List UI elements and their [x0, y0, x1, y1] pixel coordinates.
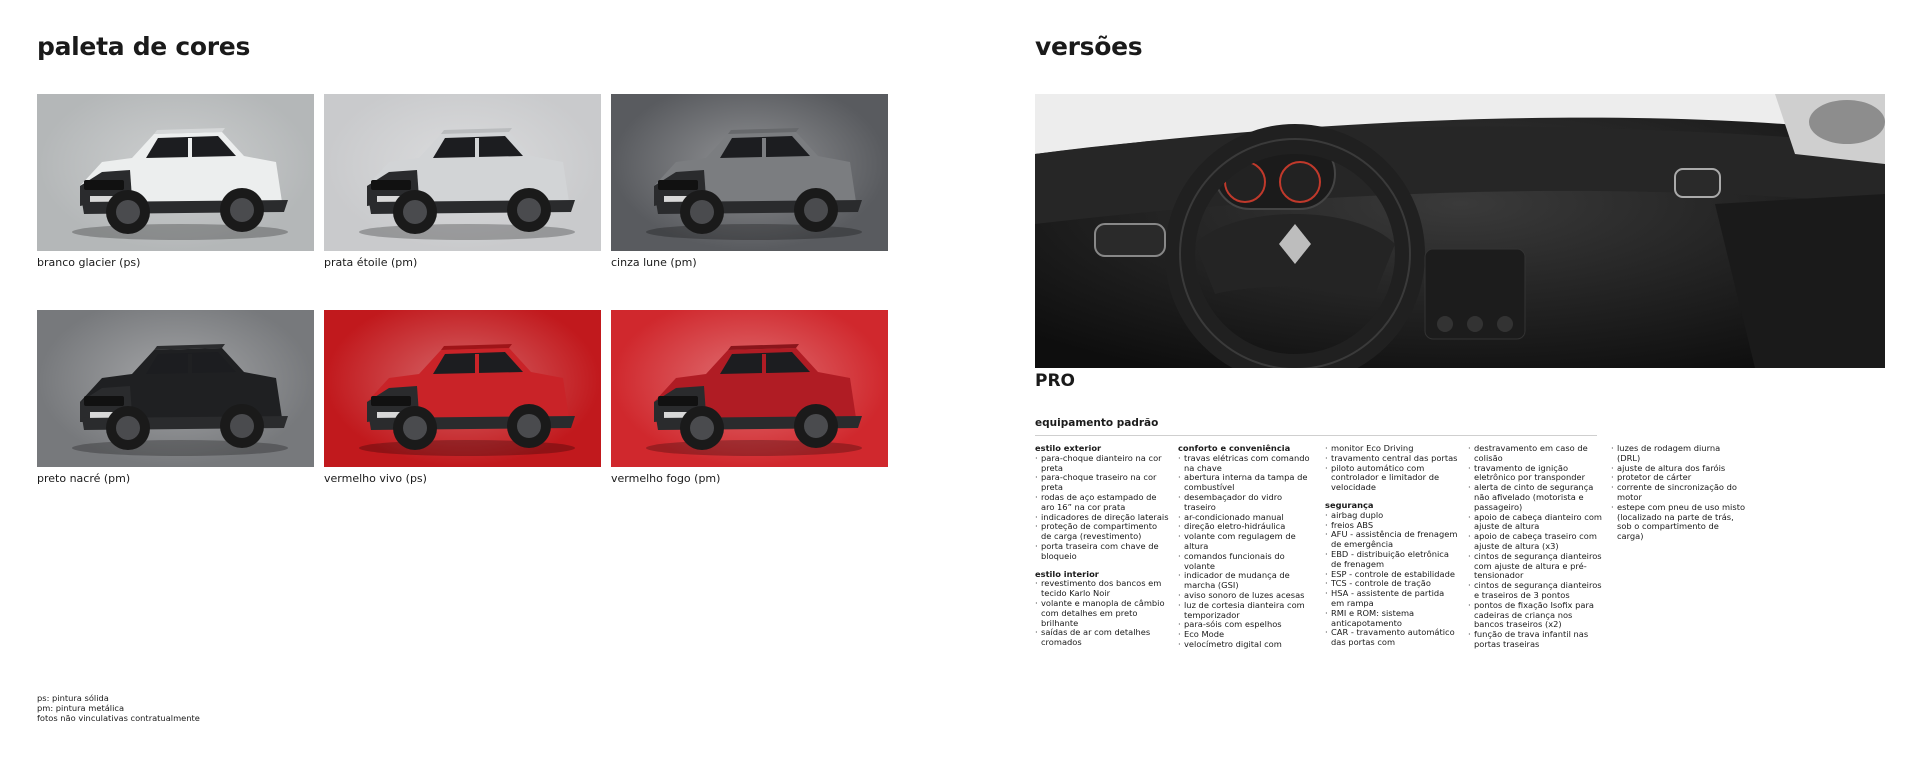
pickup-truck-illustration — [636, 330, 866, 458]
dashboard-illustration — [1035, 94, 1885, 368]
color-swatch — [324, 310, 601, 485]
equipment-title: equipamento padrão — [1035, 417, 1159, 429]
equipment-item: · monitor Eco Driving — [1325, 444, 1460, 454]
equipment-item: · HSA - assistente de partida em rampa — [1325, 589, 1460, 609]
equipment-list — [1611, 444, 1746, 542]
footnote-line: fotos não vinculativas contratualmente — [37, 713, 200, 723]
equipment-item: · alerta de cinto de segurança não afivelado (motorista e passageiro) — [1468, 483, 1603, 512]
equipment-section-heading: estilo exterior — [1035, 443, 1102, 453]
equipment-item: · revestimento dos bancos em tecido Karlo Noir — [1035, 579, 1170, 599]
equipment-item: · travas elétricas com comando na chave — [1178, 454, 1313, 474]
equipment-item: · cintos de segurança dianteiros e traseiros de 3 pontos — [1468, 581, 1603, 601]
equipment-item: · luzes de rodagem diurna (DRL) — [1611, 444, 1746, 464]
equipment-item: · abertura interna da tampa de combustível — [1178, 473, 1313, 493]
swatch-caption: prata étoile (pm) — [324, 256, 418, 269]
equipment-item: · indicador de mudança de marcha (GSI) — [1178, 571, 1313, 591]
equipment-divider — [1035, 435, 1597, 436]
equipment-item: · ar-condicionado manual — [1178, 513, 1313, 523]
equipment-item: · travamento central das portas — [1325, 454, 1460, 464]
versions-title: versões — [1035, 32, 1143, 61]
car-photo — [324, 310, 601, 467]
equipment-item: · desembaçador do vidro traseiro — [1178, 493, 1313, 513]
equipment-column — [1611, 444, 1746, 542]
equipment-item: · rodas de aço estampado de aro 16” na cor prata — [1035, 493, 1170, 513]
equipment-section-heading: segurança — [1325, 499, 1374, 510]
equipment-item: · RMI e ROM: sistema anticapotamento — [1325, 609, 1460, 629]
equipment-item: · apoio de cabeça traseiro com ajuste de altura (x3) — [1468, 532, 1603, 552]
equipment-item: · para-choque traseiro na cor preta — [1035, 473, 1170, 493]
equipment-item: · piloto automático com controlador e limitador de velocidade — [1325, 464, 1460, 493]
color-swatch — [611, 94, 888, 269]
equipment-list — [1468, 444, 1603, 650]
swatch-caption: branco glacier (ps) — [37, 256, 141, 269]
swatch-caption: cinza lune (pm) — [611, 256, 697, 269]
footnote-line: ps: pintura sólida — [37, 693, 109, 703]
car-photo — [611, 310, 888, 467]
dashboard-photo — [1035, 94, 1885, 368]
footnotes — [37, 693, 200, 723]
equipment-item: · pontos de fixação Isofix para cadeiras de criança nos bancos traseiros (x2) — [1468, 601, 1603, 630]
pickup-truck-illustration — [62, 330, 292, 458]
pickup-truck-illustration — [636, 114, 866, 242]
equipment-item: · para-sóis com espelhos — [1178, 620, 1313, 630]
equipment-list — [1178, 454, 1313, 650]
equipment-item: · estepe com pneu de uso misto (localizado na parte de trás, sob o compartimento de carga) — [1611, 503, 1746, 542]
equipment-item: · Eco Mode — [1178, 630, 1313, 640]
equipment-column — [1325, 444, 1460, 648]
swatch-caption: vermelho vivo (ps) — [324, 472, 427, 485]
equipment-section-heading: estilo interior — [1035, 568, 1099, 579]
equipment-section-heading: conforto e conveniência — [1178, 443, 1291, 453]
equipment-item: · função de trava infantil nas portas traseiras — [1468, 630, 1603, 650]
equipment-list — [1325, 444, 1460, 493]
equipment-item: · saídas de ar com detalhes cromados — [1035, 628, 1170, 648]
pickup-truck-illustration — [62, 114, 292, 242]
equipment-item: · CAR - travamento automático das portas com — [1325, 628, 1460, 648]
versions-page — [1035, 0, 1885, 757]
pickup-truck-illustration — [349, 330, 579, 458]
color-swatch — [37, 310, 314, 485]
equipment-item: · porta traseira com chave de bloqueio — [1035, 542, 1170, 562]
equipment-item: · TCS - controle de tração — [1325, 579, 1460, 589]
equipment-item: · velocímetro digital com — [1178, 640, 1313, 650]
car-photo — [324, 94, 601, 251]
swatch-caption: preto nacré (pm) — [37, 472, 131, 485]
equipment-item: · aviso sonoro de luzes acesas — [1178, 591, 1313, 601]
color-palette-page — [37, 0, 897, 757]
version-name: PRO — [1035, 371, 1076, 391]
equipment-item: · ajuste de altura dos faróis — [1611, 464, 1746, 474]
equipment-item: · apoio de cabeça dianteiro com ajuste de altura — [1468, 513, 1603, 533]
swatch-caption: vermelho fogo (pm) — [611, 472, 721, 485]
equipment-item: · airbag duplo — [1325, 511, 1460, 521]
color-swatch — [37, 94, 314, 269]
equipment-item: · cintos de segurança dianteiros com ajuste de altura e pré-tensionador — [1468, 552, 1603, 581]
equipment-list — [1035, 579, 1170, 648]
car-photo — [37, 310, 314, 467]
car-photo — [611, 94, 888, 251]
footnote-line: pm: pintura metálica — [37, 703, 125, 713]
equipment-column — [1468, 444, 1603, 650]
equipment-item: · freios ABS — [1325, 521, 1460, 531]
equipment-item: · corrente de sincronização do motor — [1611, 483, 1746, 503]
color-swatch — [324, 94, 601, 269]
equipment-item: · EBD - distribuição eletrônica de frenagem — [1325, 550, 1460, 570]
equipment-list — [1035, 454, 1170, 562]
equipment-item: · ESP - controle de estabilidade — [1325, 570, 1460, 580]
palette-title: paleta de cores — [37, 32, 251, 61]
pickup-truck-illustration — [349, 114, 579, 242]
equipment-item: · direção eletro-hidráulica — [1178, 522, 1313, 532]
car-photo — [37, 94, 314, 251]
equipment-column — [1035, 444, 1170, 648]
equipment-item: · para-choque dianteiro na cor preta — [1035, 454, 1170, 474]
equipment-item: · volante e manopla de câmbio com detalhes em preto brilhante — [1035, 599, 1170, 628]
color-swatch — [611, 310, 888, 485]
equipment-item: · proteção de compartimento de carga (revestimento) — [1035, 522, 1170, 542]
equipment-item: · volante com regulagem de altura — [1178, 532, 1313, 552]
equipment-item: · protetor de cárter — [1611, 473, 1746, 483]
equipment-item: · travamento de ignição eletrônico por transponder — [1468, 464, 1603, 484]
equipment-column — [1178, 444, 1313, 650]
equipment-item: · indicadores de direção laterais — [1035, 513, 1170, 523]
equipment-list — [1325, 511, 1460, 648]
equipment-item: · comandos funcionais do volante — [1178, 552, 1313, 572]
equipment-item: · luz de cortesia dianteira com temporizador — [1178, 601, 1313, 621]
equipment-item: · AFU - assistência de frenagem de emergência — [1325, 530, 1460, 550]
equipment-item: · destravamento em caso de colisão — [1468, 444, 1603, 464]
